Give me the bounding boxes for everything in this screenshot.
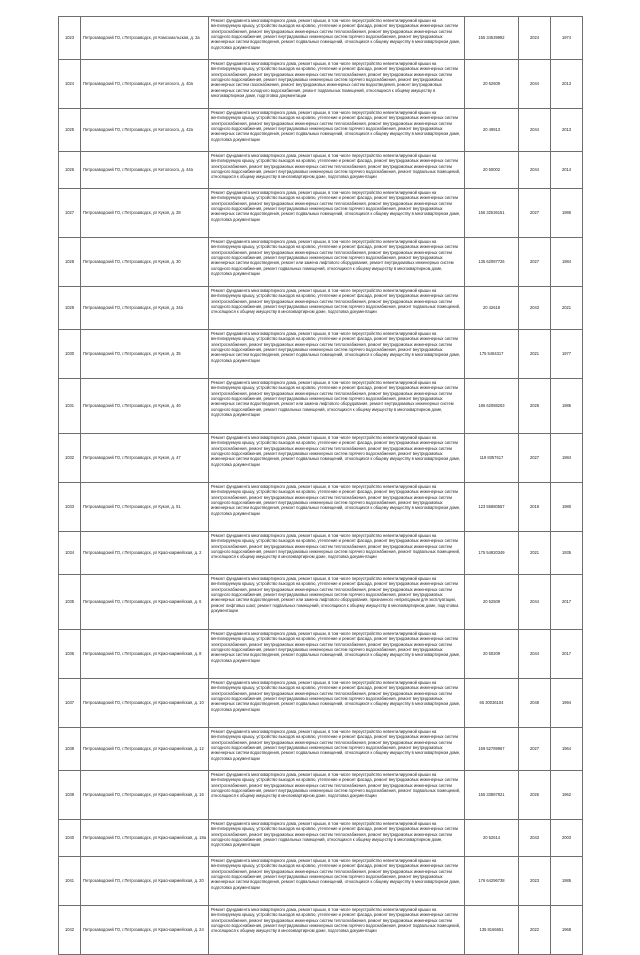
registry-page (58, 16, 582, 955)
works-list-cell: Ремонт фундамента многоквартирного дома, ремонт крыши, в том числе переустройство невентилируемой крыши на вентилируемую крышу, устройство выходов на кровлю, утепление и ремонт фасада, ремонт внутридомовых инженерных систем электроснабжения, ремонт внутридомовых инженерных систем теплоснабжения, ремонт внутридомовых инженерных систем холодного водоснабжения, ремонт внутридомовых инженерных систем горячего водоснабжения, ремонт внутридомовых инженерных систем водоотведения, ремонт подвальных помещений, относящихся к общему имуществу в многоквартирном доме, подготовка документации (209, 330, 465, 379)
build-year-cell: 2013 (551, 60, 583, 109)
cost-cell: 135 8166651 (465, 906, 519, 955)
planned-year-cell: 2021 (519, 532, 551, 575)
table-row (59, 679, 583, 728)
table-row (59, 434, 583, 483)
build-year-cell: 1968 (551, 906, 583, 955)
build-year-cell: 2003 (551, 820, 583, 857)
planned-year-cell: 2019 (519, 483, 551, 532)
planned-year-cell: 2043 (519, 287, 551, 330)
build-year-cell: 1974 (551, 17, 583, 60)
cost-cell: 175 54920349 (465, 532, 519, 575)
works-list-cell: Ремонт фундамента многоквартирного дома, ремонт крыши, в том числе переустройство невентилируемой крыши на вентилируемую крышу, устройство выходов на кровлю, утепление и ремонт фасада, ремонт внутридомовых инженерных систем электроснабжения, ремонт внутридомовых инженерных систем теплоснабжения, ремонт внутридомовых инженерных систем холодного водоснабжения, ремонт внутридомовых инженерных систем горячего водоснабжения, ремонт внутридомовых инженерных систем водоотведения, ремонт или замена лифтового оборудования, ремонт внутридомовых инженерных систем холодного водоснабжения, ремонт подвальных помещений, относящихся к общему имуществу в многоквартирном доме, подготовка документации (209, 238, 465, 287)
table-row (59, 728, 583, 771)
works-list-cell: Ремонт фундамента многоквартирного дома, ремонт крыши, в том числе переустройство невентилируемой крыши на вентилируемую крышу, устройство выходов на кровлю, утепление и ремонт фасада, ремонт внутридомовых инженерных систем электроснабжения, ремонт внутридомовых инженерных систем теплоснабжения, ремонт внутридомовых инженерных систем холодного водоснабжения, ремонт внутридомовых инженерных систем горячего водоснабжения, ремонт подвальных помещений, относящихся к общему имуществу в многоквартирном доме, подготовка документации (209, 152, 465, 189)
table-row (59, 60, 583, 109)
build-year-cell: 1964 (551, 728, 583, 771)
row-number-cell: 1028 (59, 238, 81, 287)
table-row (59, 17, 583, 60)
build-year-cell: 2017 (551, 630, 583, 679)
planned-year-cell: 2022 (519, 906, 551, 955)
build-year-cell: 1977 (551, 330, 583, 379)
cost-cell: 20 50209 (465, 630, 519, 679)
works-list-cell: Ремонт фундамента многоквартирного дома, ремонт крыши, в том числе переустройство невентилируемой крыши на вентилируемую крышу, устройство выходов на кровлю, утепление и ремонт фасада, ремонт внутридомовых инженерных систем электроснабжения, ремонт внутридомовых инженерных систем теплоснабжения, ремонт внутридомовых инженерных систем холодного водоснабжения, ремонт внутридомовых инженерных систем горячего водоснабжения, ремонт подвальных помещений, относящихся к общему имуществу в многоквартирном доме, подготовка документации (209, 906, 465, 955)
row-number-cell: 1039 (59, 771, 81, 820)
address-cell: Петрозаводский ГО, г.Петрозаводск, ул Красноармейская, д. 18а (81, 820, 209, 857)
works-list-cell: Ремонт фундамента многоквартирного дома, ремонт крыши, в том числе переустройство невентилируемой крыши на вентилируемую крышу, устройство выходов на кровлю, утепление и ремонт фасада, ремонт внутридомовых инженерных систем электроснабжения, ремонт внутридомовых инженерных систем теплоснабжения, ремонт внутридомовых инженерных систем холодного водоснабжения, ремонт внутридомовых инженерных систем горячего водоснабжения, ремонт внутридомовых инженерных систем водоотведения, ремонт или замена лифтового оборудования, признанного непригодным для эксплуатации, ремонт лифтовых шахт, ремонт подвальных помещений, относящихся к общему имуществу в многоквартирном доме, подготовка документации (209, 575, 465, 630)
table-row (59, 532, 583, 575)
works-list-cell: Ремонт фундамента многоквартирного дома, ремонт крыши, в том числе переустройство невентилируемой крыши на вентилируемую крышу, устройство выходов на кровлю, утепление и ремонт фасада, ремонт внутридомовых инженерных систем электроснабжения, ремонт внутридомовых инженерных систем теплоснабжения, ремонт внутридомовых инженерных систем холодного водоснабжения, ремонт подвальных помещений, относящихся к общему имуществу в многоквартирном доме, подготовка документации (209, 820, 465, 857)
build-year-cell: 1935 (551, 532, 583, 575)
row-number-cell: 1030 (59, 330, 81, 379)
row-number-cell: 1033 (59, 483, 81, 532)
planned-year-cell: 2044 (519, 60, 551, 109)
works-list-cell: Ремонт фундамента многоквартирного дома, ремонт крыши, в том числе переустройство невентилируемой крыши на вентилируемую крышу, устройство выходов на кровлю, утепление и ремонт фасада, ремонт внутридомовых инженерных систем электроснабжения, ремонт внутридомовых инженерных систем теплоснабжения, ремонт внутридомовых инженерных систем холодного водоснабжения, ремонт внутридомовых инженерных систем горячего водоснабжения, ремонт внутридомовых инженерных систем водоотведения, ремонт подвальных помещений, относящихся к общему имуществу в многоквартирном доме, подготовка документации (209, 189, 465, 238)
row-number-cell: 1034 (59, 532, 81, 575)
build-year-cell: 1962 (551, 771, 583, 820)
build-year-cell: 1980 (551, 483, 583, 532)
build-year-cell: 1986 (551, 189, 583, 238)
cost-cell: 159 52789967 (465, 728, 519, 771)
address-cell: Петрозаводский ГО, г.Петрозаводск, ул Кетолского, д. 40а (81, 60, 209, 109)
planned-year-cell: 2028 (519, 379, 551, 434)
row-number-cell: 1029 (59, 287, 81, 330)
works-list-cell: Ремонт фундамента многоквартирного дома, ремонт крыши, в том числе переустройство невентилируемой крыши на вентилируемую крышу, устройство выходов на кровлю, утепление и ремонт фасада, ремонт внутридомовых инженерных систем электроснабжения, ремонт внутридомовых инженерных систем теплоснабжения, ремонт внутридомовых инженерных систем холодного водоснабжения, ремонт внутридомовых инженерных систем горячего водоснабжения, ремонт внутридомовых инженерных систем водоотведения, ремонт подвальных помещений, относящихся к общему имуществу в многоквартирном доме, подготовка документации (209, 109, 465, 152)
address-cell: Петрозаводский ГО, г.Петрозаводск, ул Красноармейская, д. 6 (81, 575, 209, 630)
planned-year-cell: 2027 (519, 728, 551, 771)
table-row (59, 238, 583, 287)
build-year-cell: 2017 (551, 575, 583, 630)
works-list-cell: Ремонт фундамента многоквартирного дома, ремонт крыши, в том числе переустройство невентилируемой крыши на вентилируемую крышу, устройство выходов на кровлю, утепление и ремонт фасада, ремонт внутридомовых инженерных систем электроснабжения, ремонт внутридомовых инженерных систем теплоснабжения, ремонт внутридомовых инженерных систем холодного водоснабжения, ремонт внутридомовых инженерных систем горячего водоснабжения, ремонт внутридомовых инженерных систем водоотведения, ремонт или замена лифтового оборудования, ремонт внутридомовых инженерных систем холодного водоснабжения, ремонт подвальных помещений, относящихся к общему имуществу в многоквартирном доме, подготовка документации (209, 379, 465, 434)
build-year-cell: 2014 (551, 152, 583, 189)
address-cell: Петрозаводский ГО, г.Петрозаводск, ул Комсомольская, д. 3а (81, 17, 209, 60)
build-year-cell: 1985 (551, 379, 583, 434)
build-year-cell: 2013 (551, 109, 583, 152)
address-cell: Петрозаводский ГО, г.Петрозаводск, ул Кетолского, д. 44а (81, 152, 209, 189)
cost-cell: 175 5484317 (465, 330, 519, 379)
cost-cell: 20 52509 (465, 575, 519, 630)
cost-cell: 65 30036104 (465, 679, 519, 728)
planned-year-cell: 2024 (519, 17, 551, 60)
table-row (59, 330, 583, 379)
address-cell: Петрозаводский ГО, г.Петрозаводск, ул Красноармейская, д. 10 (81, 679, 209, 728)
works-list-cell: Ремонт фундамента многоквартирного дома, ремонт крыши, в том числе переустройство невентилируемой крыши на вентилируемую крышу, устройство выходов на кровлю, утепление и ремонт фасада, ремонт внутридомовых инженерных систем электроснабжения, ремонт внутридомовых инженерных систем теплоснабжения, ремонт внутридомовых инженерных систем холодного водоснабжения, ремонт внутридомовых инженерных систем горячего водоснабжения, ремонт внутридомовых инженерных систем газоснабжения, ремонт внутридомовых инженерных систем водоотведения, ремонт внутридомовых инженерных систем холодного водоснабжения, ремонт подвальных помещений, относящихся к общему имуществу в многоквартирном доме, подготовка документации (209, 60, 465, 109)
cost-cell: 156 32536151 (465, 189, 519, 238)
planned-year-cell: 2023 (519, 857, 551, 906)
address-cell: Петрозаводский ГО, г.Петрозаводск, ул Кукоя, д. 28 (81, 189, 209, 238)
works-list-cell: Ремонт фундамента многоквартирного дома, ремонт крыши, в том числе переустройство невентилируемой крыши на вентилируемую крышу, устройство выходов на кровлю, утепление и ремонт фасада, ремонт внутридомовых инженерных систем электроснабжения, ремонт внутридомовых инженерных систем теплоснабжения, ремонт внутридомовых инженерных систем холодного водоснабжения, ремонт внутридомовых инженерных систем горячего водоснабжения, ремонт внутридомовых инженерных систем водоотведения, ремонт подвальных помещений, относящихся к общему имуществу в многоквартирном доме, подготовка документации (209, 434, 465, 483)
row-number-cell: 1025 (59, 109, 81, 152)
works-list-cell: Ремонт фундамента многоквартирного дома, ремонт крыши, в том числе переустройство невентилируемой крыши на вентилируемую крышу, устройство выходов на кровлю, утепление и ремонт фасада, ремонт внутридомовых инженерных систем электроснабжения, ремонт внутридомовых инженерных систем теплоснабжения, ремонт внутридомовых инженерных систем холодного водоснабжения, ремонт внутридомовых инженерных систем горячего водоснабжения, ремонт внутридомовых инженерных систем водоотведения, ремонт подвальных помещений, относящихся к общему имуществу в многоквартирном доме, подготовка документации (209, 728, 465, 771)
address-cell: Петрозаводский ГО, г.Петрозаводск, ул Кукоя, д. 46 (81, 379, 209, 434)
address-cell: Петрозаводский ГО, г.Петрозаводск, ул Кукоя, д. 34а (81, 287, 209, 330)
build-year-cell: 2021 (551, 287, 583, 330)
address-cell: Петрозаводский ГО, г.Петрозаводск, ул Кетолского, д. 42а (81, 109, 209, 152)
planned-year-cell: 2044 (519, 575, 551, 630)
table-row (59, 771, 583, 820)
row-number-cell: 1027 (59, 189, 81, 238)
address-cell: Петрозаводский ГО, г.Петрозаводск, ул Красноармейская, д. 12 (81, 728, 209, 771)
row-number-cell: 1024 (59, 60, 81, 109)
cost-cell: 155 34539992 (465, 17, 519, 60)
build-year-cell: 1994 (551, 679, 583, 728)
cost-cell: 155 33887821 (465, 771, 519, 820)
row-number-cell: 1023 (59, 17, 81, 60)
planned-year-cell: 2027 (519, 238, 551, 287)
row-number-cell: 1041 (59, 857, 81, 906)
row-number-cell: 1038 (59, 728, 81, 771)
build-year-cell: 1984 (551, 238, 583, 287)
works-list-cell: Ремонт фундамента многоквартирного дома, ремонт крыши, в том числе переустройство невентилируемой крыши на вентилируемую крышу, устройство выходов на кровлю, утепление и ремонт фасада, ремонт внутридомовых инженерных систем электроснабжения, ремонт внутридомовых инженерных систем теплоснабжения, ремонт внутридомовых инженерных систем холодного водоснабжения, ремонт внутридомовых инженерных систем горячего водоснабжения, ремонт внутридомовых инженерных систем водоотведения, ремонт подвальных помещений, относящихся к общему имуществу в многоквартирном доме, подготовка документации (209, 17, 465, 60)
address-cell: Петрозаводский ГО, г.Петрозаводск, ул Кукоя, д. 35 (81, 330, 209, 379)
cost-cell: 20 42618 (465, 287, 519, 330)
address-cell: Петрозаводский ГО, г.Петрозаводск, ул Красноармейская, д. 20 (81, 857, 209, 906)
works-list-cell: Ремонт фундамента многоквартирного дома, ремонт крыши, в том числе переустройство невентилируемой крыши на вентилируемую крышу, устройство выходов на кровлю, утепление и ремонт фасада, ремонт внутридомовых инженерных систем электроснабжения, ремонт внутридомовых инженерных систем теплоснабжения, ремонт внутридомовых инженерных систем холодного водоснабжения, ремонт внутридомовых инженерных систем горячего водоснабжения, ремонт внутридомовых инженерных систем водоотведения, ремонт подвальных помещений, относящихся к общему имуществу в многоквартирном доме, подготовка документации (209, 857, 465, 906)
works-list-cell: Ремонт фундамента многоквартирного дома, ремонт крыши, в том числе переустройство невентилируемой крыши на вентилируемую крышу, устройство выходов на кровлю, утепление и ремонт фасада, ремонт внутридомовых инженерных систем электроснабжения, ремонт внутридомовых инженерных систем теплоснабжения, ремонт внутридомовых инженерных систем холодного водоснабжения, ремонт внутридомовых инженерных систем горячего водоснабжения, ремонт подвальных помещений, относящихся к общему имуществу в многоквартирном доме, подготовка документации (209, 771, 465, 820)
cost-cell: 20 49913 (465, 109, 519, 152)
address-cell: Петрозаводский ГО, г.Петрозаводск, ул Кукоя, д. 30 (81, 238, 209, 287)
cost-cell: 20 52609 (465, 60, 519, 109)
works-list-cell: Ремонт фундамента многоквартирного дома, ремонт крыши, в том числе переустройство невентилируемой крыши на вентилируемую крышу, устройство выходов на кровлю, утепление и ремонт фасада, ремонт внутридомовых инженерных систем электроснабжения, ремонт внутридомовых инженерных систем теплоснабжения, ремонт внутридомовых инженерных систем холодного водоснабжения, ремонт внутридомовых инженерных систем горячего водоснабжения, ремонт внутридомовых инженерных систем водоотведения, ремонт подвальных помещений, относящихся к общему имуществу в многоквартирном доме, подготовка документации (209, 483, 465, 532)
build-year-cell: 1984 (551, 434, 583, 483)
table-row (59, 575, 583, 630)
address-cell: Петрозаводский ГО, г.Петрозаводск, ул Красноармейская, д. 8 (81, 630, 209, 679)
planned-year-cell: 2044 (519, 109, 551, 152)
planned-year-cell: 2048 (519, 679, 551, 728)
planned-year-cell: 2044 (519, 152, 551, 189)
table-row (59, 820, 583, 857)
works-list-cell: Ремонт фундамента многоквартирного дома, ремонт крыши, в том числе переустройство невентилируемой крыши на вентилируемую крышу, устройство выходов на кровлю, утепление и ремонт фасада, ремонт внутридомовых инженерных систем электроснабжения, ремонт внутридомовых инженерных систем теплоснабжения, ремонт внутридомовых инженерных систем холодного водоснабжения, ремонт внутридомовых инженерных систем горячего водоснабжения, ремонт подвальных помещений, относящихся к общему имуществу в многоквартирном доме, подготовка документации (209, 287, 465, 330)
cost-cell: 20 52614 (465, 820, 519, 857)
cost-cell: 186 62088203 (465, 379, 519, 434)
table-row (59, 857, 583, 906)
cost-cell: 135 62087726 (465, 238, 519, 287)
row-number-cell: 1036 (59, 630, 81, 679)
table-row (59, 152, 583, 189)
address-cell: Петрозаводский ГО, г.Петрозаводск, ул Красноармейская, д. 16 (81, 771, 209, 820)
table-row (59, 189, 583, 238)
table-row (59, 483, 583, 532)
planned-year-cell: 2027 (519, 189, 551, 238)
cost-cell: 176 64296738 (465, 857, 519, 906)
table-row (59, 287, 583, 330)
cost-cell: 123 55880557 (465, 483, 519, 532)
works-list-cell: Ремонт фундамента многоквартирного дома, ремонт крыши, в том числе переустройство невентилируемой крыши на вентилируемую крышу, устройство выходов на кровлю, утепление и ремонт фасада, ремонт внутридомовых инженерных систем электроснабжения, ремонт внутридомовых инженерных систем теплоснабжения, ремонт внутридомовых инженерных систем холодного водоснабжения, ремонт внутридомовых инженерных систем горячего водоснабжения, ремонт внутридомовых инженерных систем водоотведения, ремонт подвальных помещений, относящихся к общему имуществу в многоквартирном доме, подготовка документации (209, 630, 465, 679)
registry-rows (59, 17, 583, 955)
table-row (59, 379, 583, 434)
repair-registry-table (58, 16, 583, 955)
address-cell: Петрозаводский ГО, г.Петрозаводск, ул Кукоя, д. 51 (81, 483, 209, 532)
planned-year-cell: 2026 (519, 771, 551, 820)
cost-cell: 119 8357617 (465, 434, 519, 483)
row-number-cell: 1037 (59, 679, 81, 728)
address-cell: Петрозаводский ГО, г.Петрозаводск, ул Красноармейская, д. 2 (81, 532, 209, 575)
address-cell: Петрозаводский ГО, г.Петрозаводск, ул Красноармейская, д. 24 (81, 906, 209, 955)
build-year-cell: 1985 (551, 857, 583, 906)
row-number-cell: 1032 (59, 434, 81, 483)
works-list-cell: Ремонт фундамента многоквартирного дома, ремонт крыши, в том числе переустройство невентилируемой крыши на вентилируемую крышу, устройство выходов на кровлю, утепление и ремонт фасада, ремонт внутридомовых инженерных систем электроснабжения, ремонт внутридомовых инженерных систем теплоснабжения, ремонт внутридомовых инженерных систем холодного водоснабжения, ремонт внутридомовых инженерных систем горячего водоснабжения, ремонт подвальных помещений, относящихся к общему имуществу в многоквартирном доме, подготовка документации (209, 532, 465, 575)
planned-year-cell: 2021 (519, 330, 551, 379)
table-row (59, 906, 583, 955)
planned-year-cell: 2044 (519, 630, 551, 679)
address-cell: Петрозаводский ГО, г.Петрозаводск, ул Кукоя, д. 47 (81, 434, 209, 483)
planned-year-cell: 2043 (519, 820, 551, 857)
row-number-cell: 1031 (59, 379, 81, 434)
row-number-cell: 1040 (59, 820, 81, 857)
table-row (59, 630, 583, 679)
row-number-cell: 1035 (59, 575, 81, 630)
row-number-cell: 1026 (59, 152, 81, 189)
works-list-cell: Ремонт фундамента многоквартирного дома, ремонт крыши, в том числе переустройство невентилируемой крыши на вентилируемую крышу, устройство выходов на кровлю, утепление и ремонт фасада, ремонт внутридомовых инженерных систем электроснабжения, ремонт внутридомовых инженерных систем теплоснабжения, ремонт внутридомовых инженерных систем холодного водоснабжения, ремонт внутридомовых инженерных систем горячего водоснабжения, ремонт внутридомовых инженерных систем водоотведения, ремонт подвальных помещений, относящихся к общему имуществу в многоквартирном доме, подготовка документации (209, 679, 465, 728)
table-row (59, 109, 583, 152)
row-number-cell: 1042 (59, 906, 81, 955)
planned-year-cell: 2027 (519, 434, 551, 483)
cost-cell: 20 50002 (465, 152, 519, 189)
